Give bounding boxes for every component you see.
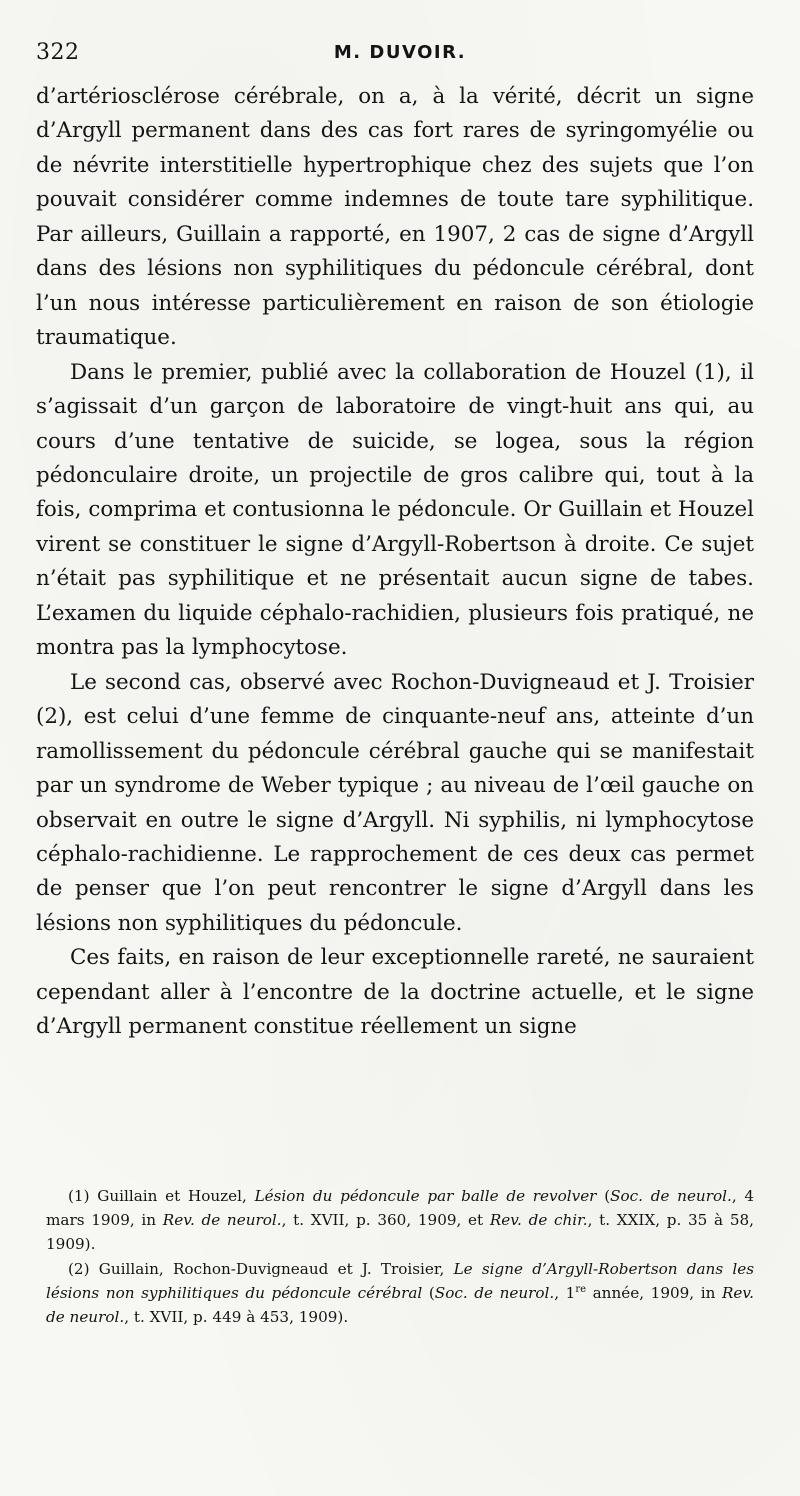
footnote-2-edition-pre: , 1 (554, 1283, 576, 1302)
footnote-2-marker: (2) (68, 1259, 90, 1278)
footnote-2-edition-post: année, 1909, in (586, 1283, 722, 1302)
footnote-2 (46, 1257, 754, 1330)
page-header (0, 40, 800, 74)
footnotes (46, 1184, 754, 1329)
footnote-2-source-1: Soc. de neurol. (434, 1283, 555, 1302)
footnote-2-authors: Guillain, Rochon-Duvigneaud et J. Troisier, (98, 1259, 445, 1278)
paragraph-1: d’artériosclérose cérébrale, on a, à la vérité, décrit un signe d’Argyll permanent dans des cas fort rares de syringomyélie ou de névrite interstitielle hypertrophique chez des sujets que l’on pouvait considérer comme indemnes de toute tare syphilitique. Par ailleurs, Guillain a rapporté, en 1907, 2 cas de signe d’Argyll dans des lésions non syphilitiques du pédoncule cérébral, dont l’un nous intéresse particulièrement en raison de son étiologie traumatique. (36, 84, 754, 351)
footnote-1-ref-2: , t. XXIX, p. 35 à 58, 1909). (46, 1211, 754, 1254)
footnote-1-title: Lésion du pédoncule par balle de revolver (254, 1187, 597, 1205)
footnote-1 (46, 1184, 754, 1257)
footnote-1-marker: (1) (68, 1187, 90, 1205)
footnote-2-paren: ( (428, 1283, 435, 1302)
paragraph-4: Ces faits, en raison de leur exceptionnelle rareté, ne sauraient cependant aller à l’encontre de la doctrine actuelle, et le signe d’Argyll permanent constitue réellement un signe (36, 945, 754, 1040)
footnote-2-edition-sup: re (575, 1283, 587, 1295)
footnote-1-date: , 4 mars 1909, in (46, 1187, 755, 1230)
footnote-1-authors: Guillain et Houzel, (97, 1187, 247, 1205)
footnote-1-source-2: Rev. de neurol. (162, 1211, 282, 1230)
paragraph-2: Dans le premier, publié avec la collaboration de Houzel (1), il s’agissait d’un garçon de laboratoire de vingt-huit ans qui, au cours d’une tentative de suicide, se logea, sous la région pédonculaire droite, un projectile de gros calibre qui, tout à la fois, comprima et contusionna le pédoncule. Or Guillain et Houzel virent se constituer le signe d’Argyll-Robertson à droite. Ce sujet n’était pas syphilitique et ne présentait aucun signe de tabes. L’examen du liquide céphalo-rachidien, plusieurs fois pratiqué, ne montra pas la lymphocytose. (36, 359, 754, 661)
footnote-1-source-1: Soc. de neurol. (610, 1187, 732, 1205)
footnote-2-title: Le signe d’Argyll-Robertson dans les lésions non syphilitiques du pédoncule cérébral (46, 1259, 754, 1302)
running-head: M. DUVOIR. (333, 42, 467, 63)
footnote-2-ref: , t. XVII, p. 449 à 453, 1909). (124, 1308, 349, 1327)
footnote-1-source-3: Rev. de chir. (489, 1211, 588, 1230)
paragraph-3: Le second cas, observé avec Rochon-Duvigneaud et J. Troisier (2), est celui d’une femme de cinquante-neuf ans, atteinte d’un ramollissement du pédoncule cérébral gauche qui se manifestait par un syndrome de Weber typique ; au niveau de l’œil gauche on observait en outre le signe d’Argyll. Ni syphilis, ni lymphocytose céphalo-rachidienne. Le rapprochement de ces deux cas permet de penser que l’on peut rencontrer le signe d’Argyll dans les lésions non syphilitiques du pédoncule. (36, 669, 754, 936)
footnote-1-ref-1: , t. XVII, p. 360, 1909, et (281, 1211, 490, 1230)
body-text (36, 80, 754, 1045)
page-number: 322 (36, 40, 80, 65)
footnote-2-source-2: Rev. de neurol. (46, 1283, 754, 1327)
footnote-1-paren: ( (604, 1187, 611, 1205)
